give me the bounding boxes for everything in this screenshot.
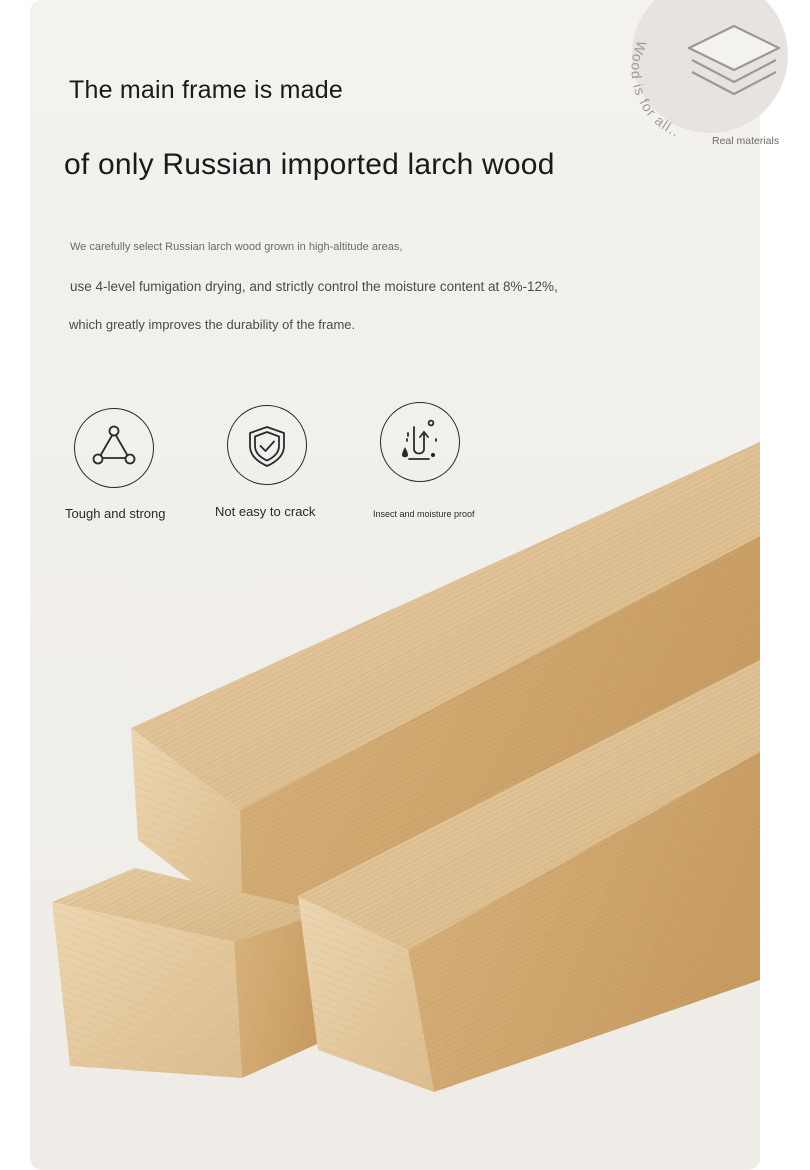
headline-line-1: The main frame is made (69, 76, 343, 104)
description-line-1: We carefully select Russian larch wood grown in high-altitude areas, (70, 241, 403, 253)
product-card (30, 0, 780, 1170)
real-materials-badge (600, 0, 810, 180)
feature-label-crack: Not easy to crack (215, 504, 316, 519)
headline-line-2: of only Russian imported larch wood (64, 148, 555, 181)
badge-caption: Real materials (712, 135, 780, 147)
feature-label-tough: Tough and strong (65, 506, 166, 521)
larch-wood-beams-image (30, 420, 760, 1170)
description-line-3: which greatly improves the durability of the frame. (69, 317, 356, 332)
badge-arc-text: Wood is for all.. (628, 38, 683, 140)
feature-label-moisture: Insect and moisture proof (373, 509, 475, 519)
description-line-2: use 4-level fumigation drying, and strictly control the moisture content at 8%-12%, (70, 279, 558, 294)
